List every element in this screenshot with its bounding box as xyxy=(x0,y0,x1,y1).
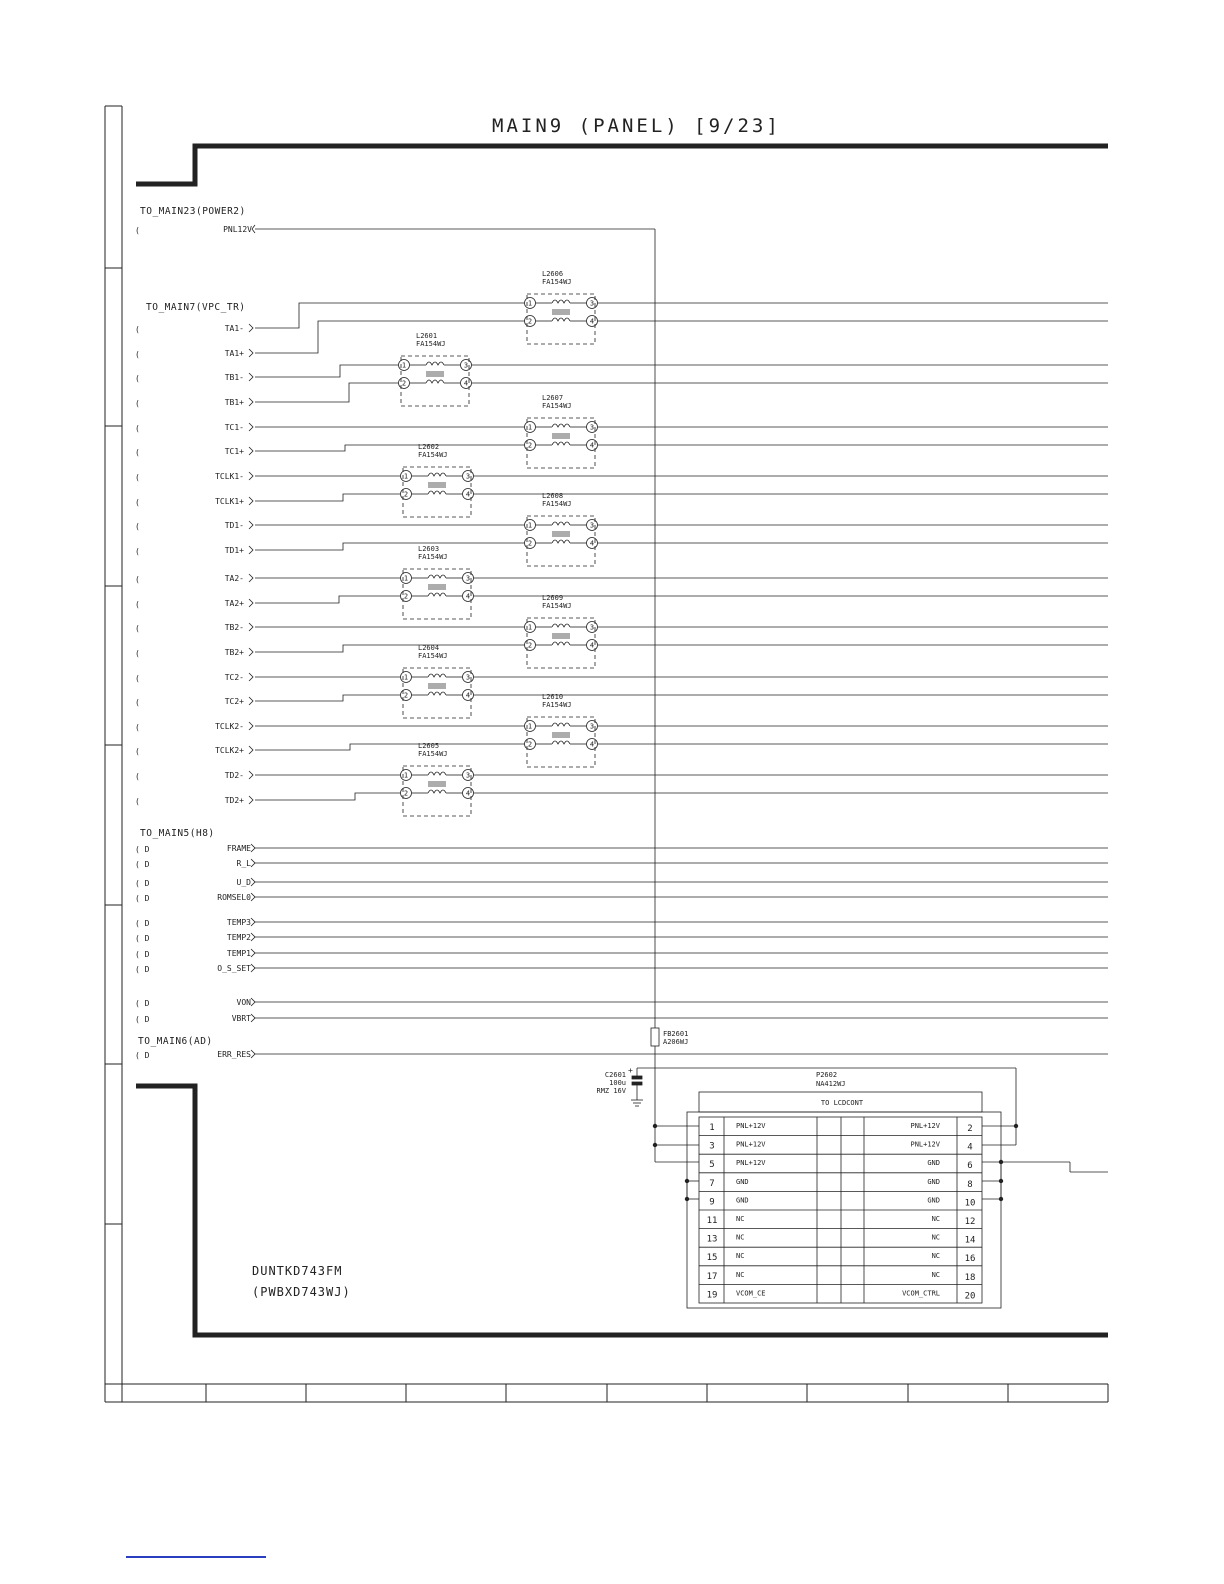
lvds-wire xyxy=(255,303,524,328)
group-h8-label: TO_MAIN5(H8) xyxy=(140,828,215,839)
connector-signal-right: NC xyxy=(931,1215,940,1223)
filter-pin-number: 4 xyxy=(589,539,595,548)
common-mode-filter xyxy=(399,332,472,406)
lvds-wire xyxy=(255,494,400,501)
lvds-arrow xyxy=(249,697,253,705)
filter-pin-number: 2 xyxy=(403,490,409,499)
filter-pin-number: 3 xyxy=(465,574,471,583)
filter-pin-number: 1 xyxy=(403,673,409,682)
control-arrow xyxy=(251,998,255,1006)
filter-coil xyxy=(552,741,570,744)
filter-pin-number: 2 xyxy=(527,441,533,450)
ferrite-ref: FB2601 xyxy=(663,1030,689,1038)
connector-pin-left: 3 xyxy=(709,1141,715,1152)
filter-pin-number: 4 xyxy=(589,740,595,749)
power-rail xyxy=(252,225,655,1162)
lvds-wire xyxy=(255,321,524,353)
lvds-port-paren: ( xyxy=(135,374,140,383)
lvds-signal-label: TA1- xyxy=(224,324,244,333)
connector-signal-left: NC xyxy=(736,1233,745,1242)
filter-pin-number: 3 xyxy=(465,771,471,780)
connector-pin-left: 7 xyxy=(709,1178,715,1189)
board-outline xyxy=(136,146,1108,1335)
common-mode-filter xyxy=(525,693,598,767)
lvds-port-paren: ( xyxy=(135,624,140,633)
lvds-signal-label: TD1+ xyxy=(224,546,244,555)
filter-ref: L2601 xyxy=(416,332,438,340)
control-signal-label: VON xyxy=(236,998,251,1007)
filter-part: FA154WJ xyxy=(542,602,572,610)
connector-pin-left: 17 xyxy=(706,1271,718,1282)
board-pwb: (PWBXD743WJ) xyxy=(252,1285,351,1299)
capacitor-ref: C2601 xyxy=(604,1071,626,1079)
lvds-signal-label: TC2- xyxy=(224,673,244,682)
control-port-paren: ( D xyxy=(135,1051,150,1060)
filter-ref: L2605 xyxy=(418,742,440,750)
control-arrow xyxy=(251,893,255,901)
common-mode-filter xyxy=(401,545,474,619)
filter-pin-number: 3 xyxy=(463,361,469,370)
filter-outline xyxy=(527,618,595,668)
control-arrow xyxy=(251,949,255,957)
filter-pin-number: 3 xyxy=(589,623,595,632)
filter-pin-number: 4 xyxy=(465,592,471,601)
filter-pin-number: 1 xyxy=(403,574,409,583)
control-arrow xyxy=(251,844,255,852)
filter-coil xyxy=(428,473,446,476)
connector-pin-right: 12 xyxy=(964,1217,976,1227)
connector-pin-right: 18 xyxy=(964,1272,976,1283)
connector-signal-right: GND xyxy=(927,1177,940,1186)
filter-pin-number: 4 xyxy=(465,490,471,499)
filter-coil xyxy=(552,540,570,543)
connector-signal-left: GND xyxy=(736,1196,749,1205)
connector-pin-right: 10 xyxy=(964,1198,976,1209)
lvds-port-paren: ( xyxy=(135,325,140,334)
lvds-arrow xyxy=(249,398,253,406)
filter-pin-number: 4 xyxy=(463,379,469,388)
lvds-port-paren: ( xyxy=(135,723,140,732)
filter-pin-number: 4 xyxy=(589,317,595,326)
filter-pin-number: 1 xyxy=(527,623,533,632)
filter-coil xyxy=(428,674,446,677)
filter-coil xyxy=(552,723,570,726)
connector-signal-right: PNL+12V xyxy=(910,1140,940,1149)
board-name: DUNTKD743FM xyxy=(252,1264,343,1278)
group-power-label: TO_MAIN23(POWER2) xyxy=(140,206,246,217)
filter-outline xyxy=(403,668,471,718)
common-mode-filter xyxy=(525,270,598,344)
filter-outline xyxy=(403,569,471,619)
common-mode-filter xyxy=(525,492,598,566)
control-arrow xyxy=(251,1014,255,1022)
connector-signal-right: PNL+12V xyxy=(910,1122,940,1130)
lvds-arrow xyxy=(249,373,253,381)
control-signal-label: VBRT xyxy=(231,1014,251,1023)
capacitor-value: 100u xyxy=(609,1079,626,1087)
filter-pin-number: 2 xyxy=(527,740,533,749)
control-signal-label: R_L xyxy=(236,859,251,868)
filter-pin-number: 4 xyxy=(589,641,595,650)
connector-pin-left: 5 xyxy=(709,1160,715,1171)
lvds-signals xyxy=(135,303,1108,806)
control-port-paren: ( D xyxy=(135,934,150,943)
lvds-signal-label: TA2+ xyxy=(224,599,244,608)
filter-pin-number: 3 xyxy=(589,423,595,432)
filter-pin-number: 2 xyxy=(527,539,533,548)
connector-signal-left: PNL+12V xyxy=(736,1159,766,1168)
filter-coil xyxy=(552,642,570,645)
filter-pin-number: 2 xyxy=(403,691,409,700)
control-arrow xyxy=(251,1050,255,1058)
lvds-arrow xyxy=(249,746,253,754)
connector-part: NA412WJ xyxy=(816,1080,846,1088)
lvds-arrow xyxy=(249,521,253,529)
connector-signal-left: GND xyxy=(736,1177,749,1186)
filter-outline xyxy=(401,356,469,406)
filter-coil xyxy=(552,300,570,303)
control-port-paren: ( D xyxy=(135,950,150,959)
lvds-port-paren: ( xyxy=(135,473,140,482)
filter-ref: L2607 xyxy=(542,394,564,402)
lvds-arrow xyxy=(249,722,253,730)
lvds-signal-label: TB2- xyxy=(224,623,244,632)
filter-pin-number: 1 xyxy=(527,299,533,308)
lvds-signal-label: TCLK2- xyxy=(215,722,244,731)
filter-coil xyxy=(428,692,446,695)
lvds-signal-label: TCLK1+ xyxy=(215,497,244,506)
connector-pin-left: 19 xyxy=(706,1290,718,1301)
connector-signal-right: VCOM_CTRL xyxy=(902,1289,940,1298)
filter-part: FA154WJ xyxy=(542,500,572,508)
connector-signal-left: PNL+12V xyxy=(736,1140,766,1149)
lvds-wire xyxy=(255,744,524,750)
filter-part: FA154WJ xyxy=(418,750,448,758)
filter-part: FA154WJ xyxy=(542,278,572,286)
filter-pin-number: 2 xyxy=(403,592,409,601)
page-title: MAIN9 (PANEL) [9/23] xyxy=(492,115,781,137)
control-signal-label: U_D xyxy=(236,878,251,887)
filter-pin-number: 1 xyxy=(401,361,407,370)
lvds-signal-label: TA1+ xyxy=(224,349,244,358)
power-port-paren: ( xyxy=(135,226,140,235)
lvds-arrow xyxy=(249,796,253,804)
connector-pin-left: 15 xyxy=(706,1253,718,1264)
control-arrow xyxy=(251,859,255,867)
lvds-signal-label: TC1+ xyxy=(224,447,244,456)
control-arrow xyxy=(251,878,255,886)
lvds-port-paren: ( xyxy=(135,522,140,531)
control-signal-label: FRAME xyxy=(226,844,251,853)
filter-part: FA154WJ xyxy=(542,402,572,410)
connector-signal-right: GND xyxy=(927,1196,940,1205)
lvds-wire xyxy=(255,365,398,377)
filter-coil xyxy=(428,593,446,596)
lvds-signal-label: TD1- xyxy=(224,521,244,530)
control-port-paren: ( D xyxy=(135,894,150,903)
lvds-signal-label: TC2+ xyxy=(224,697,244,706)
connector-signal-left: VCOM_CE xyxy=(736,1289,766,1298)
control-arrow xyxy=(251,933,255,941)
control-arrow xyxy=(251,918,255,926)
control-port-paren: ( D xyxy=(135,919,150,928)
lvds-arrow xyxy=(249,546,253,554)
connector-pin-right: 14 xyxy=(964,1235,976,1246)
lvds-arrow xyxy=(249,574,253,582)
filter-pin-number: 1 xyxy=(527,423,533,432)
filter-ref: L2610 xyxy=(542,693,564,701)
lvds-wire xyxy=(255,543,524,550)
lvds-arrow xyxy=(249,648,253,656)
lvds-port-paren: ( xyxy=(135,424,140,433)
connector-pin-right: 16 xyxy=(964,1254,976,1265)
filter-pin-number: 2 xyxy=(401,379,407,388)
control-port-paren: ( D xyxy=(135,1015,150,1024)
filter-outline xyxy=(527,418,595,468)
filter-coil xyxy=(552,424,570,427)
filter-coil xyxy=(428,772,446,775)
filter-coil xyxy=(552,624,570,627)
lvds-signal-label: TB2+ xyxy=(224,648,244,657)
group-vpc-label: TO_MAIN7(VPC_TR) xyxy=(146,302,246,313)
lvds-signal-label: TA2- xyxy=(224,574,244,583)
filter-pin-number: 2 xyxy=(527,641,533,650)
connector-body xyxy=(687,1092,1001,1308)
filter-coil xyxy=(552,442,570,445)
filter-ref: L2603 xyxy=(418,545,440,553)
lvds-port-paren: ( xyxy=(135,772,140,781)
lvds-port-paren: ( xyxy=(135,498,140,507)
control-port-paren: ( D xyxy=(135,845,150,854)
footer-link-underline[interactable] xyxy=(126,1556,266,1558)
filter-pin-number: 4 xyxy=(465,789,471,798)
control-signal-label: TEMP2 xyxy=(226,933,251,942)
filter-ref: L2609 xyxy=(542,594,564,602)
lvds-port-paren: ( xyxy=(135,600,140,609)
lvds-wire xyxy=(255,383,398,402)
filter-pin-number: 3 xyxy=(589,521,595,530)
connector-pin-right: 6 xyxy=(967,1161,973,1172)
control-signal-label: TEMP1 xyxy=(226,949,251,958)
ferrite-part: A206WJ xyxy=(663,1038,689,1046)
filter-pin-number: 3 xyxy=(589,299,595,308)
connector-pin-left: 13 xyxy=(706,1234,718,1245)
lvds-wire xyxy=(255,695,400,701)
filter-pin-number: 3 xyxy=(465,673,471,682)
lvds-signal-label: TCLK2+ xyxy=(215,746,244,755)
lvds-signal-label: TB1- xyxy=(224,373,244,382)
lvds-arrow xyxy=(249,324,253,332)
filter-part: FA154WJ xyxy=(418,553,448,561)
lvds-port-paren: ( xyxy=(135,698,140,707)
filter-pin-number: 1 xyxy=(527,722,533,731)
lvds-port-paren: ( xyxy=(135,674,140,683)
filter-coil xyxy=(428,491,446,494)
lvds-arrow xyxy=(249,771,253,779)
lvds-port-paren: ( xyxy=(135,399,140,408)
lvds-port-paren: ( xyxy=(135,797,140,806)
filter-pin-number: 2 xyxy=(527,317,533,326)
lvds-wire xyxy=(255,645,524,652)
lvds-arrow xyxy=(249,623,253,631)
control-port-paren: ( D xyxy=(135,879,150,888)
capacitor xyxy=(631,1068,655,1106)
filter-outline xyxy=(527,294,595,344)
filter-pin-number: 1 xyxy=(403,771,409,780)
connector-destination: TO LCDCONT xyxy=(820,1099,864,1107)
filter-pin-number: 4 xyxy=(589,441,595,450)
filter-part: FA154WJ xyxy=(542,701,572,709)
lvds-wire xyxy=(255,445,524,451)
filter-outline xyxy=(527,516,595,566)
filter-coil xyxy=(426,380,444,383)
lvds-signal-label: TB1+ xyxy=(224,398,244,407)
lvds-port-paren: ( xyxy=(135,547,140,556)
control-signal-label: ROMSEL0 xyxy=(217,893,251,902)
filter-coil xyxy=(428,575,446,578)
lvds-port-paren: ( xyxy=(135,649,140,658)
power-signal-label: PNL12V xyxy=(223,225,252,234)
filter-pin-number: 1 xyxy=(403,472,409,481)
filter-pin-number: 3 xyxy=(465,472,471,481)
lvds-wire xyxy=(255,793,400,800)
connector-signal-left: NC xyxy=(736,1270,745,1279)
filter-coil xyxy=(426,362,444,365)
lvds-arrow xyxy=(249,447,253,455)
filter-coil xyxy=(552,318,570,321)
filter-pin-number: 3 xyxy=(589,722,595,731)
common-mode-filter xyxy=(401,443,474,517)
filter-pin-number: 4 xyxy=(465,691,471,700)
common-mode-filter xyxy=(525,594,598,668)
connector-pin-left: 11 xyxy=(706,1216,718,1226)
filter-outline xyxy=(403,467,471,517)
connector-signal-left: NC xyxy=(736,1252,745,1261)
connector-ref: P2602 xyxy=(816,1071,838,1079)
control-port-paren: ( D xyxy=(135,860,150,869)
lvds-port-paren: ( xyxy=(135,350,140,359)
connector-signal-right: GND xyxy=(927,1159,940,1168)
lvds-arrow xyxy=(249,472,253,480)
lvds-port-paren: ( xyxy=(135,575,140,584)
filter-ref: L2602 xyxy=(418,443,440,451)
filter-outline xyxy=(527,717,595,767)
control-signals xyxy=(135,844,1108,1060)
connector-pin-right: 2 xyxy=(967,1124,973,1134)
filter-ref: L2608 xyxy=(542,492,564,500)
filter-part: FA154WJ xyxy=(416,340,446,348)
control-signal-label: O_S_SET xyxy=(217,964,251,973)
filter-coil xyxy=(552,522,570,525)
connector-signal-right: NC xyxy=(931,1270,940,1279)
connector-pins xyxy=(699,1122,982,1301)
filter-ref: L2606 xyxy=(542,270,564,278)
lvds-signal-label: TD2+ xyxy=(224,796,244,805)
lvds-port-paren: ( xyxy=(135,747,140,756)
lvds-signal-label: TD2- xyxy=(224,771,244,780)
connector-pin-right: 8 xyxy=(967,1179,973,1190)
group-ad-label: TO_MAIN6(AD) xyxy=(138,1036,213,1047)
filter-ref: L2604 xyxy=(418,644,440,652)
common-mode-filter xyxy=(525,394,598,468)
lvds-port-paren: ( xyxy=(135,448,140,457)
lvds-arrow xyxy=(249,349,253,357)
connector-pin-right: 20 xyxy=(964,1291,976,1302)
connector-pin-left: 9 xyxy=(709,1197,715,1208)
connector-wiring xyxy=(655,1068,1108,1199)
control-port-paren: ( D xyxy=(135,965,150,974)
lvds-wire xyxy=(255,596,400,603)
lvds-arrow xyxy=(249,423,253,431)
lvds-arrow xyxy=(249,497,253,505)
filter-outline xyxy=(403,766,471,816)
lvds-arrow xyxy=(249,599,253,607)
connector-signal-left: PNL+12V xyxy=(736,1122,766,1130)
control-arrow xyxy=(251,964,255,972)
connector-pin-left: 1 xyxy=(709,1123,715,1133)
lvds-signal-label: TCLK1- xyxy=(215,472,244,481)
control-signal-label: ERR_RES xyxy=(217,1050,251,1059)
sheet-frame xyxy=(105,106,1108,1402)
filter-part: FA154WJ xyxy=(418,451,448,459)
connector-pin-right: 4 xyxy=(967,1142,973,1153)
common-mode-filter xyxy=(401,644,474,718)
lvds-arrow xyxy=(249,673,253,681)
connector-signal-right: NC xyxy=(931,1233,940,1242)
filter-part: FA154WJ xyxy=(418,652,448,660)
connector-signal-right: NC xyxy=(931,1252,940,1261)
common-mode-filter xyxy=(401,742,474,816)
capacitor-rating: RMZ 16V xyxy=(596,1087,626,1095)
connector-signal-left: NC xyxy=(736,1215,745,1223)
filter-pin-number: 1 xyxy=(527,521,533,530)
capacitor-polarity: + xyxy=(628,1066,633,1075)
control-port-paren: ( D xyxy=(135,999,150,1008)
filter-coil xyxy=(428,790,446,793)
ferrite-bead xyxy=(651,1028,688,1046)
control-signal-label: TEMP3 xyxy=(226,918,251,927)
filter-pin-number: 2 xyxy=(403,789,409,798)
lvds-signal-label: TC1- xyxy=(224,423,244,432)
